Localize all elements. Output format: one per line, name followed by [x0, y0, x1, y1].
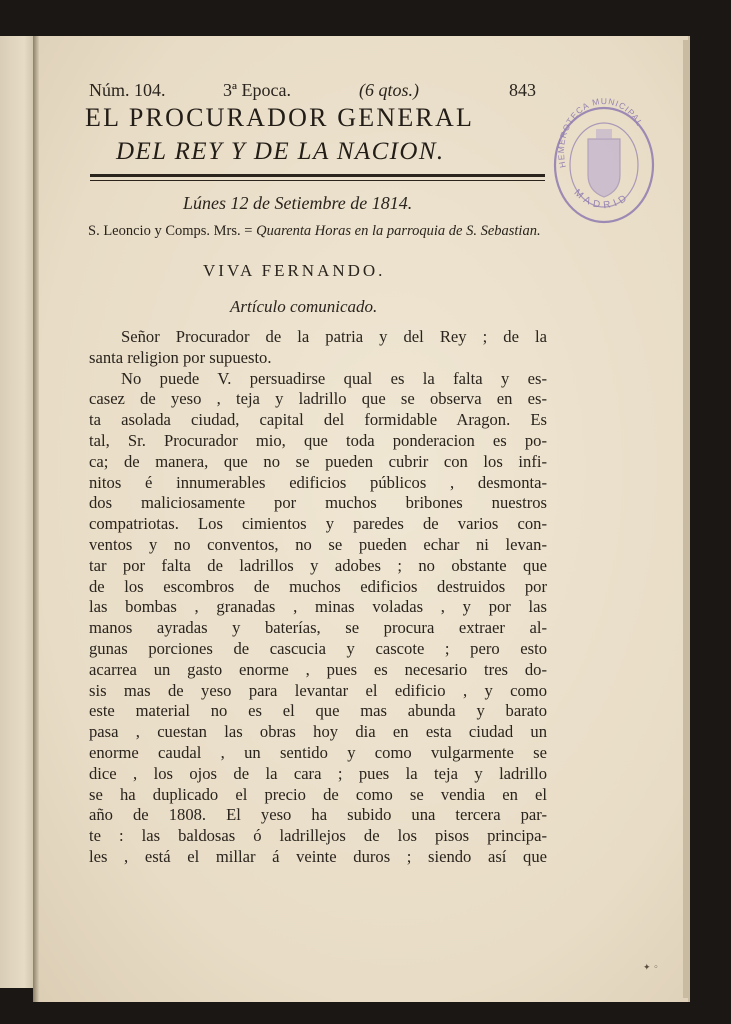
body-line: nitos é innumerables edificios públicos , desmonta- — [89, 472, 547, 492]
body-line: dos maliciosamente por muchos bribones nuestros — [89, 493, 547, 513]
body-line: santa religion por supuesto. — [89, 347, 272, 367]
body-line: acarrea un gasto enorme , pues es necesario tres do- — [89, 659, 547, 679]
body-line: les , está el millar á veinte duros ; siendo así que — [89, 846, 547, 866]
body-line: tar por falta de ladrillos y adobes ; no obstante que — [89, 555, 547, 575]
dateline: Lúnes 12 de Setiembre de 1814. — [183, 193, 413, 213]
page-number: 843 — [509, 80, 536, 100]
issue-number: Núm. 104. — [89, 80, 166, 100]
body-line: Señor Procurador de la patria y del Rey ; de la — [121, 327, 547, 346]
page-edge-shadow — [683, 40, 690, 998]
masthead-rule-thick — [90, 174, 545, 177]
issue-epoch: 3ª Epoca. — [223, 80, 291, 100]
body-line: de los escombros de muchos edificios destruidos por — [89, 576, 547, 596]
library-stamp-seal — [552, 93, 656, 235]
body-line: compatriotas. Los cimientos y paredes de varios con- — [89, 514, 547, 534]
body-line: las bombas , granadas , minas voladas , y por las — [89, 597, 547, 617]
body-line: pasa , cuestan las obras hoy dia en esta ciudad un — [89, 722, 547, 742]
body-line: te : las baldosas ó ladrillejos de los pisos principa- — [89, 826, 547, 846]
masthead-rule-thin — [90, 180, 545, 181]
saints-text: S. Leoncio y Comps. Mrs. = — [88, 223, 257, 239]
body-line: casez de yeso , teja y ladrillo que se observa en es- — [89, 389, 547, 409]
article-body — [89, 327, 547, 868]
body-line: sis mas de yeso para levantar el edificio , y como — [89, 680, 547, 700]
body-line: tal, Sr. Procurador mio, que toda ponderacion es po- — [89, 430, 547, 450]
body-line: año de 1808. El yeso ha subido una tercera par- — [89, 805, 547, 825]
body-line: dice , los ojos de la cara ; pues la teja y ladrillo — [89, 763, 547, 783]
page-corner-marks: ✦ ◦ — [643, 963, 659, 973]
body-line: manos ayradas y baterías, se procura extraer al- — [89, 618, 547, 638]
body-line: ventos y no conventos, no se pueden echar ni levan- — [89, 534, 547, 554]
saints-devotion: Quarenta Horas en la parroquia de S. Sebastian. — [256, 223, 541, 239]
saints-of-day — [88, 222, 548, 240]
svg-text:MADRID: MADRID — [571, 187, 633, 212]
body-line: se ha duplicado el precio de como se vendia en el — [89, 784, 547, 804]
body-line: gunas porciones de cascucia y cascote ; pero esto — [89, 638, 547, 658]
masthead-title-line2: DEL REY Y DE LA NACION. — [116, 138, 445, 165]
body-line: ta asolada ciudad, capital del formidable Aragon. Es — [89, 410, 547, 430]
issue-header — [89, 80, 549, 104]
body-line: ca; de manera, que no se pueden cubrir con los infi- — [89, 451, 547, 471]
heading-viva: VIVA FERNANDO. — [203, 261, 386, 280]
subheading-article: Artículo comunicado. — [230, 297, 378, 316]
masthead-title-line1: EL PROCURADOR GENERAL — [85, 103, 475, 132]
body-line: No puede V. persuadirse qual es la falta y es- — [121, 368, 547, 388]
body-line: enorme caudal , un sentido y como vulgarmente se — [89, 742, 547, 762]
issue-sheets: (6 qtos.) — [359, 80, 419, 100]
svg-text:HEMEROTECA MUNICIPAL: HEMEROTECA MUNICIPAL — [555, 95, 646, 169]
page-gutter — [33, 36, 39, 1002]
body-line: este material no es el que mas abunda y barato — [89, 701, 547, 721]
